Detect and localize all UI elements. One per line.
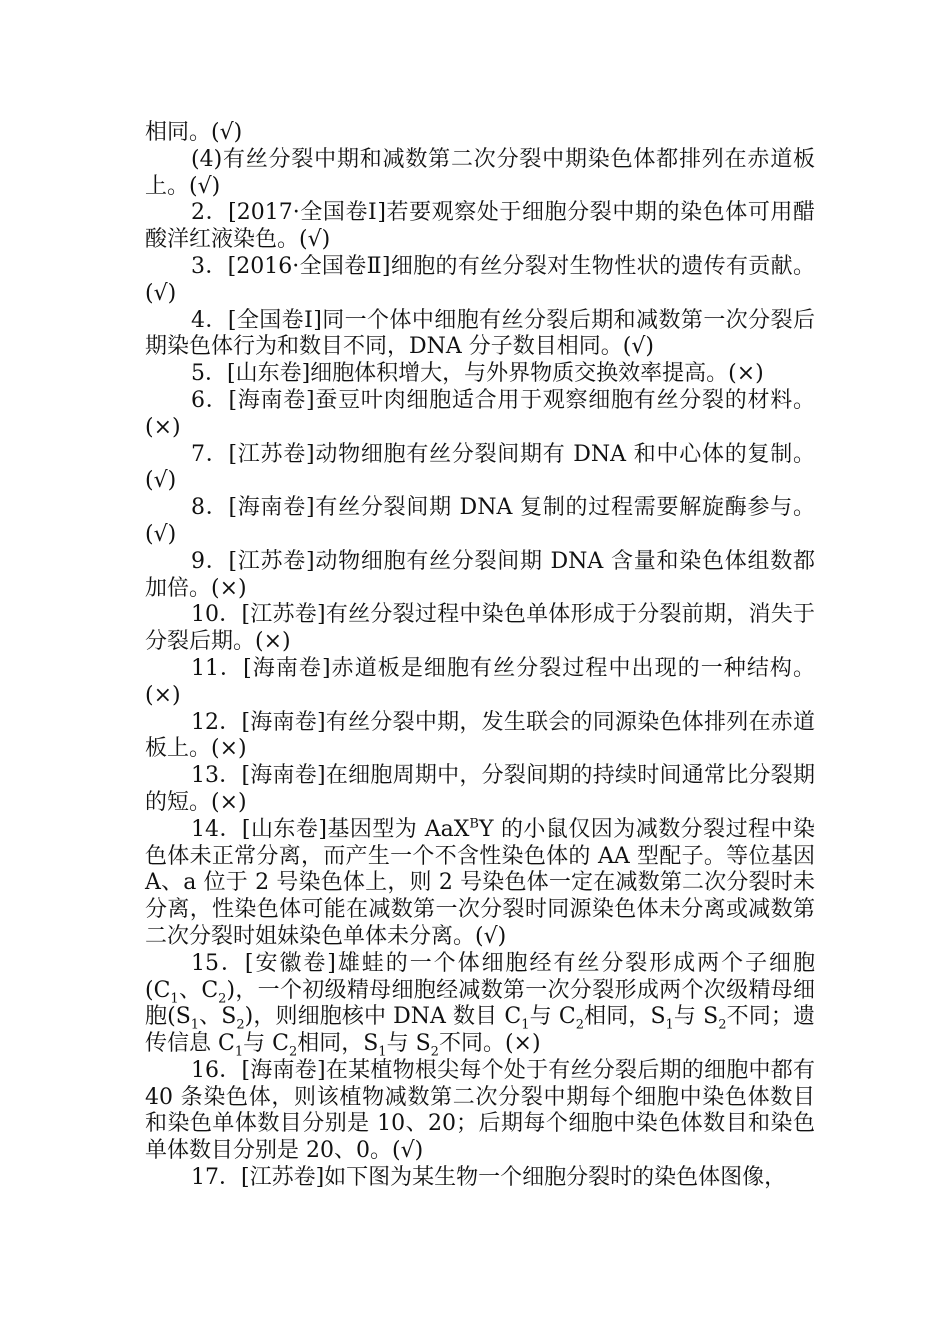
paragraph: 13．[海南卷]在细胞周期中，分裂间期的持续时间通常比分裂期的短。(×) xyxy=(145,763,815,815)
subscript: 2 xyxy=(218,990,227,1006)
text-run: 与 C xyxy=(529,1004,576,1030)
paragraph: 2．[2017·全国卷Ⅰ]若要观察处于细胞分裂中期的染色体可用醋酸洋红液染色。(√) xyxy=(145,200,815,253)
paragraph: 4．[全国卷Ⅰ]同一个体中细胞有丝分裂后期和减数第一次分裂后期染色体行为和数目不同，DNA 分子数目相同。(√) xyxy=(145,307,815,360)
superscript: B xyxy=(469,816,479,832)
subscript: 1 xyxy=(234,1044,244,1060)
text-run: )，一个初级精母细胞经减数第一次分裂形成两个次级精母细胞(S xyxy=(145,977,815,1030)
text-run: 与 S xyxy=(673,1004,719,1030)
subscript: 2 xyxy=(236,1017,245,1033)
subscript: 1 xyxy=(521,1017,530,1033)
paragraph: (4)有丝分裂中期和减数第二次分裂中期染色体都排列在赤道板上。(√) xyxy=(145,146,815,199)
paragraph-16: 16．[海南卷]在某植物根尖每个处于有丝分裂后期的细胞中都有 40 条染色体，则该植物减数第二次分裂中期每个细胞中染色体数目和染色单体数目分别是 10、20；后期每个细胞中染色体数目和染色单体数目分别是 20、0。(√) xyxy=(145,1057,815,1164)
paragraph: 5．[山东卷]细胞体积增大，与外界物质交换效率提高。(×) xyxy=(191,361,764,387)
paragraph: 12．[海南卷]有丝分裂中期，发生联会的同源染色体排列在赤道板上。(×) xyxy=(145,709,815,762)
subscript: 2 xyxy=(288,1044,298,1060)
paragraph: 7．[江苏卷]动物细胞有丝分裂间期有 DNA 和中心体的复制。(√) xyxy=(145,441,815,494)
subscript: 2 xyxy=(575,1017,584,1033)
paragraph-14 xyxy=(145,817,815,951)
text-run: )，则细胞核中 DNA 数目 C xyxy=(244,1004,522,1030)
text-run: 相同，S xyxy=(583,1004,666,1030)
paragraph: 11．[海南卷]赤道板是细胞有丝分裂过程中出现的一种结构。(×) xyxy=(145,655,815,708)
text-run: 不同。(×) xyxy=(438,1031,541,1057)
paragraph: 9．[江苏卷]动物细胞有丝分裂间期 DNA 含量和染色体组数都加倍。(×) xyxy=(145,548,815,601)
text-run: 14．[山东卷]基因型为 AaX xyxy=(191,816,470,842)
subscript: 1 xyxy=(665,1017,674,1033)
text-run: Y 的小鼠仅因为减数分裂过程中染色体未正常分离，而产生一个不含性染色体的 AA 型配子。等位基因 A、a 位于 2 号染色体上，则 2 号染色体一定在减数第二次分裂时未分离，性染色体可能在减数第一次分裂时同源染色体未分离或减数第二次分裂时姐妹染色单体未分离。(√) xyxy=(145,816,815,949)
paragraph-17: 17．[江苏卷]如下图为某生物一个细胞分裂时的染色体图像， xyxy=(191,1165,787,1191)
text-run: 不同；遗传信息 C xyxy=(145,1004,815,1057)
subscript: 1 xyxy=(170,990,179,1006)
text-run: 相同，S xyxy=(297,1031,379,1057)
text-run: 与 C xyxy=(243,1031,289,1057)
paragraph: 3．[2016·全国卷Ⅱ]细胞的有丝分裂对生物性状的遗传有贡献。(√) xyxy=(145,253,815,306)
document-body xyxy=(145,120,815,1192)
subscript: 2 xyxy=(430,1044,439,1060)
paragraph: 10．[江苏卷]有丝分裂过程中染色单体形成于分裂前期，消失于分裂后期。(×) xyxy=(145,602,815,655)
subscript: 2 xyxy=(718,1017,727,1033)
paragraph: 相同。(√) xyxy=(145,120,243,145)
text-run: 15．[安徽卷]雄蛙的一个体细胞经有丝分裂形成两个子细胞(C xyxy=(145,950,815,1003)
text-run: 、S xyxy=(199,1004,237,1030)
paragraph: 8．[海南卷]有丝分裂间期 DNA 复制的过程需要解旋酶参与。(√) xyxy=(145,495,815,547)
paragraph-15 xyxy=(145,951,815,1058)
subscript: 1 xyxy=(190,1017,200,1033)
subscript: 1 xyxy=(378,1044,387,1060)
paragraph: 6．[海南卷]蚕豆叶肉细胞适合用于观察细胞有丝分裂的材料。(×) xyxy=(145,387,815,440)
text-run: 、C xyxy=(178,977,219,1003)
text-run: 与 S xyxy=(386,1031,431,1057)
